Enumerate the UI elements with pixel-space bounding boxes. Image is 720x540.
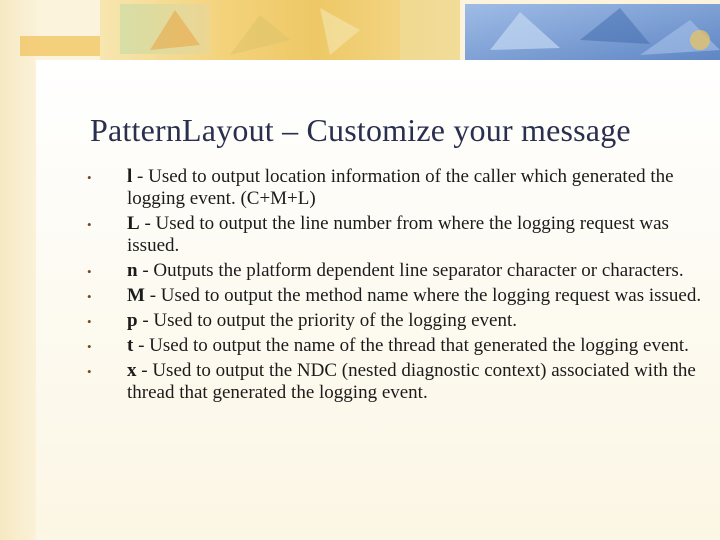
bullet-key: p xyxy=(127,310,138,331)
left-decor-band xyxy=(0,0,40,540)
bullet-item xyxy=(85,260,705,282)
bullet-key: t xyxy=(127,335,134,356)
bullet-item xyxy=(85,360,705,404)
bullet-key: x xyxy=(127,360,137,381)
bullet-text: - Used to output the method name where the logging request was issued. xyxy=(144,285,702,306)
bullet-text: - Used to output location information of the caller which generated the logging event. (C+M+L) xyxy=(127,166,674,209)
bullet-marker: • xyxy=(87,264,92,279)
bullet-marker: • xyxy=(87,289,92,304)
bullet-item xyxy=(85,213,705,257)
bullet-text: - Used to output the name of the thread that generated the logging event. xyxy=(133,335,689,356)
bullet-marker: • xyxy=(87,217,92,232)
bullet-marker: • xyxy=(87,339,92,354)
bullet-item xyxy=(85,166,705,210)
bullet-text: - Used to output the NDC (nested diagnostic context) associated with the thread that generated the logging event. xyxy=(127,360,696,403)
decorative-banner xyxy=(0,0,720,60)
bullet-text: - Used to output the priority of the logging event. xyxy=(137,310,517,331)
bullet-item xyxy=(85,335,705,357)
slide-title: PatternLayout – Customize your message xyxy=(90,112,631,148)
bullet-key: l xyxy=(127,166,133,187)
bullet-marker: • xyxy=(87,170,92,185)
banner-artwork xyxy=(0,0,720,60)
bullet-marker: • xyxy=(87,314,92,329)
bullet-text: - Used to output the line number from where the logging request was issued. xyxy=(127,213,669,256)
bullet-key: L xyxy=(127,213,140,234)
bullet-marker: • xyxy=(87,364,92,379)
bullet-item xyxy=(85,285,705,307)
bullet-item xyxy=(85,310,705,332)
bullet-text: - Outputs the platform dependent line separator character or characters. xyxy=(137,260,684,281)
bullet-key: n xyxy=(127,260,138,281)
bullet-key: M xyxy=(127,285,145,306)
bullet-list xyxy=(85,166,705,407)
